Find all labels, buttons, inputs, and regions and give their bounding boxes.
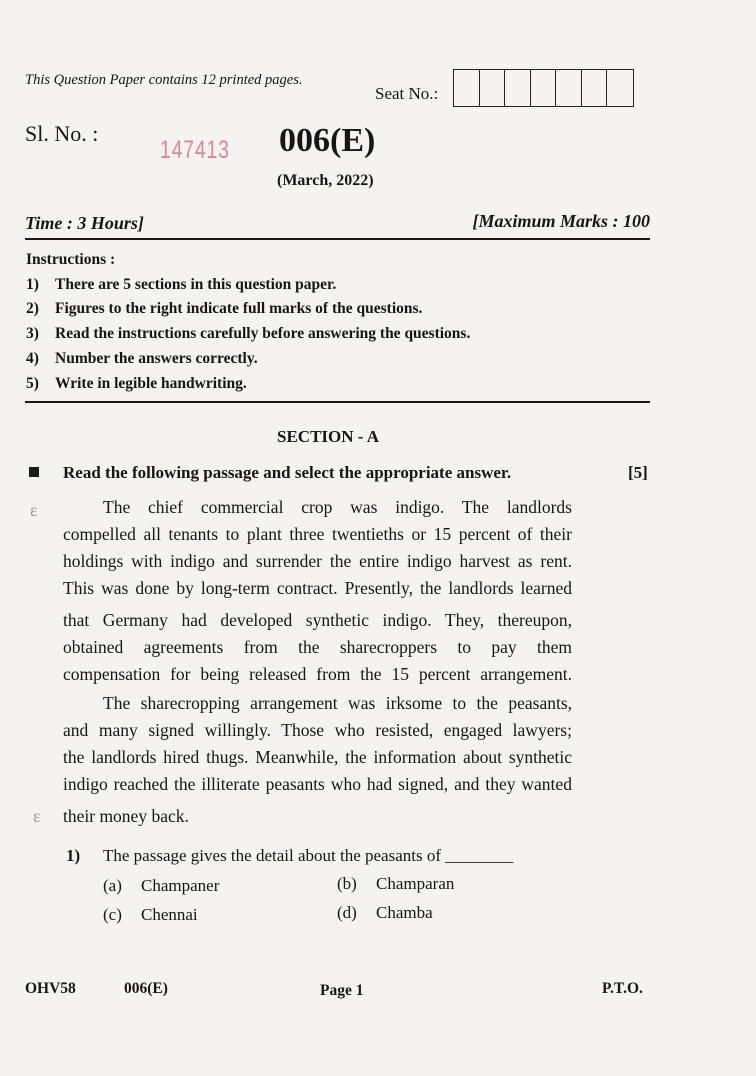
square-bullet-icon xyxy=(29,467,39,477)
stray-mark-icon: ɛ xyxy=(30,500,38,520)
seat-box xyxy=(480,70,506,106)
passage-line: This was done by long-term contract. Presently, the landlords learned xyxy=(63,578,572,598)
passage-line: the landlords hired thugs. Meanwhile, the information about synthetic xyxy=(63,747,573,767)
option-d xyxy=(337,903,433,923)
option-text: Chamba xyxy=(376,903,433,922)
option-c xyxy=(103,905,198,925)
question-text: The passage gives the detail about the peasants of ________ xyxy=(103,846,514,865)
instruction-number: 1) xyxy=(26,276,39,293)
seat-box xyxy=(505,70,531,106)
instruction-number: 4) xyxy=(26,350,39,367)
passage-line: their money back. xyxy=(63,806,189,826)
pages-note: This Question Paper contains 12 printed pages. xyxy=(25,72,303,88)
maximum-marks: [Maximum Marks : 100 xyxy=(472,211,650,231)
page-number: Page 1 xyxy=(320,982,364,999)
instruction-number: 3) xyxy=(26,325,39,342)
seat-box xyxy=(607,70,633,106)
time-allowed: Time : 3 Hours] xyxy=(25,213,144,233)
footer-paper-code: 006(E) xyxy=(124,980,168,997)
serial-label: Sl. No. : xyxy=(25,121,99,146)
seat-box xyxy=(531,70,557,106)
passage-line: and many signed willingly. Those who resisted, engaged lawyers; xyxy=(63,720,572,740)
passage-line: obtained agreements from the sharecroppers to pay them xyxy=(63,637,573,657)
section-title: SECTION - A xyxy=(277,427,380,446)
seat-number-boxes xyxy=(453,69,634,107)
instructions-heading: Instructions : xyxy=(26,251,116,268)
paper-code: 006(E) xyxy=(279,122,376,159)
option-label: (c) xyxy=(103,905,122,924)
question-number: 1) xyxy=(66,846,81,865)
passage-line: compensation for being released from the 15 percent arrangement. xyxy=(63,664,573,684)
instruction-number: 2) xyxy=(26,300,39,317)
instruction-text: Read the instructions carefully before answering the questions. xyxy=(55,325,471,342)
instruction-number: 5) xyxy=(26,375,39,392)
instruction-text: Write in legible handwriting. xyxy=(55,375,247,392)
passage-line: holdings with indigo and surrender the entire indigo harvest as rent. xyxy=(63,551,572,571)
option-label: (b) xyxy=(337,874,357,893)
option-b xyxy=(337,874,455,894)
instruction-text: Number the answers correctly. xyxy=(55,350,258,367)
option-text: Chennai xyxy=(141,905,198,924)
passage-line: The chief commercial crop was indigo. The landlords xyxy=(103,497,572,517)
option-text: Champaner xyxy=(141,876,220,895)
passage-line: indigo reached the illiterate peasants who had signed, and they wanted xyxy=(63,774,572,794)
exam-date: (March, 2022) xyxy=(277,172,374,189)
option-a xyxy=(103,876,220,896)
footer-code: OHV58 xyxy=(25,980,76,997)
option-label: (d) xyxy=(337,903,357,922)
divider xyxy=(25,401,650,403)
serial-number-stamp: 147413 xyxy=(160,136,230,164)
seat-box xyxy=(556,70,582,106)
pto-label: P.T.O. xyxy=(602,980,643,997)
seat-box xyxy=(454,70,480,106)
instruction-text: Figures to the right indicate full marks of the questions. xyxy=(55,300,423,317)
option-label: (a) xyxy=(103,876,122,895)
passage-instruction: Read the following passage and select the appropriate answer. xyxy=(63,463,512,482)
passage-line: The sharecropping arrangement was irksome to the peasants, xyxy=(103,693,573,713)
seat-number-label: Seat No.: xyxy=(375,84,439,103)
passage-line: that Germany had developed synthetic indigo. They, thereupon, xyxy=(63,610,572,630)
option-text: Champaran xyxy=(376,874,455,893)
seat-box xyxy=(582,70,608,106)
stray-mark-icon: ɛ xyxy=(33,806,41,826)
passage-line: compelled all tenants to plant three twentieths or 15 percent of their xyxy=(63,524,572,544)
divider xyxy=(25,238,650,240)
question-marks: [5] xyxy=(628,463,648,482)
instruction-text: There are 5 sections in this question paper. xyxy=(55,276,337,293)
